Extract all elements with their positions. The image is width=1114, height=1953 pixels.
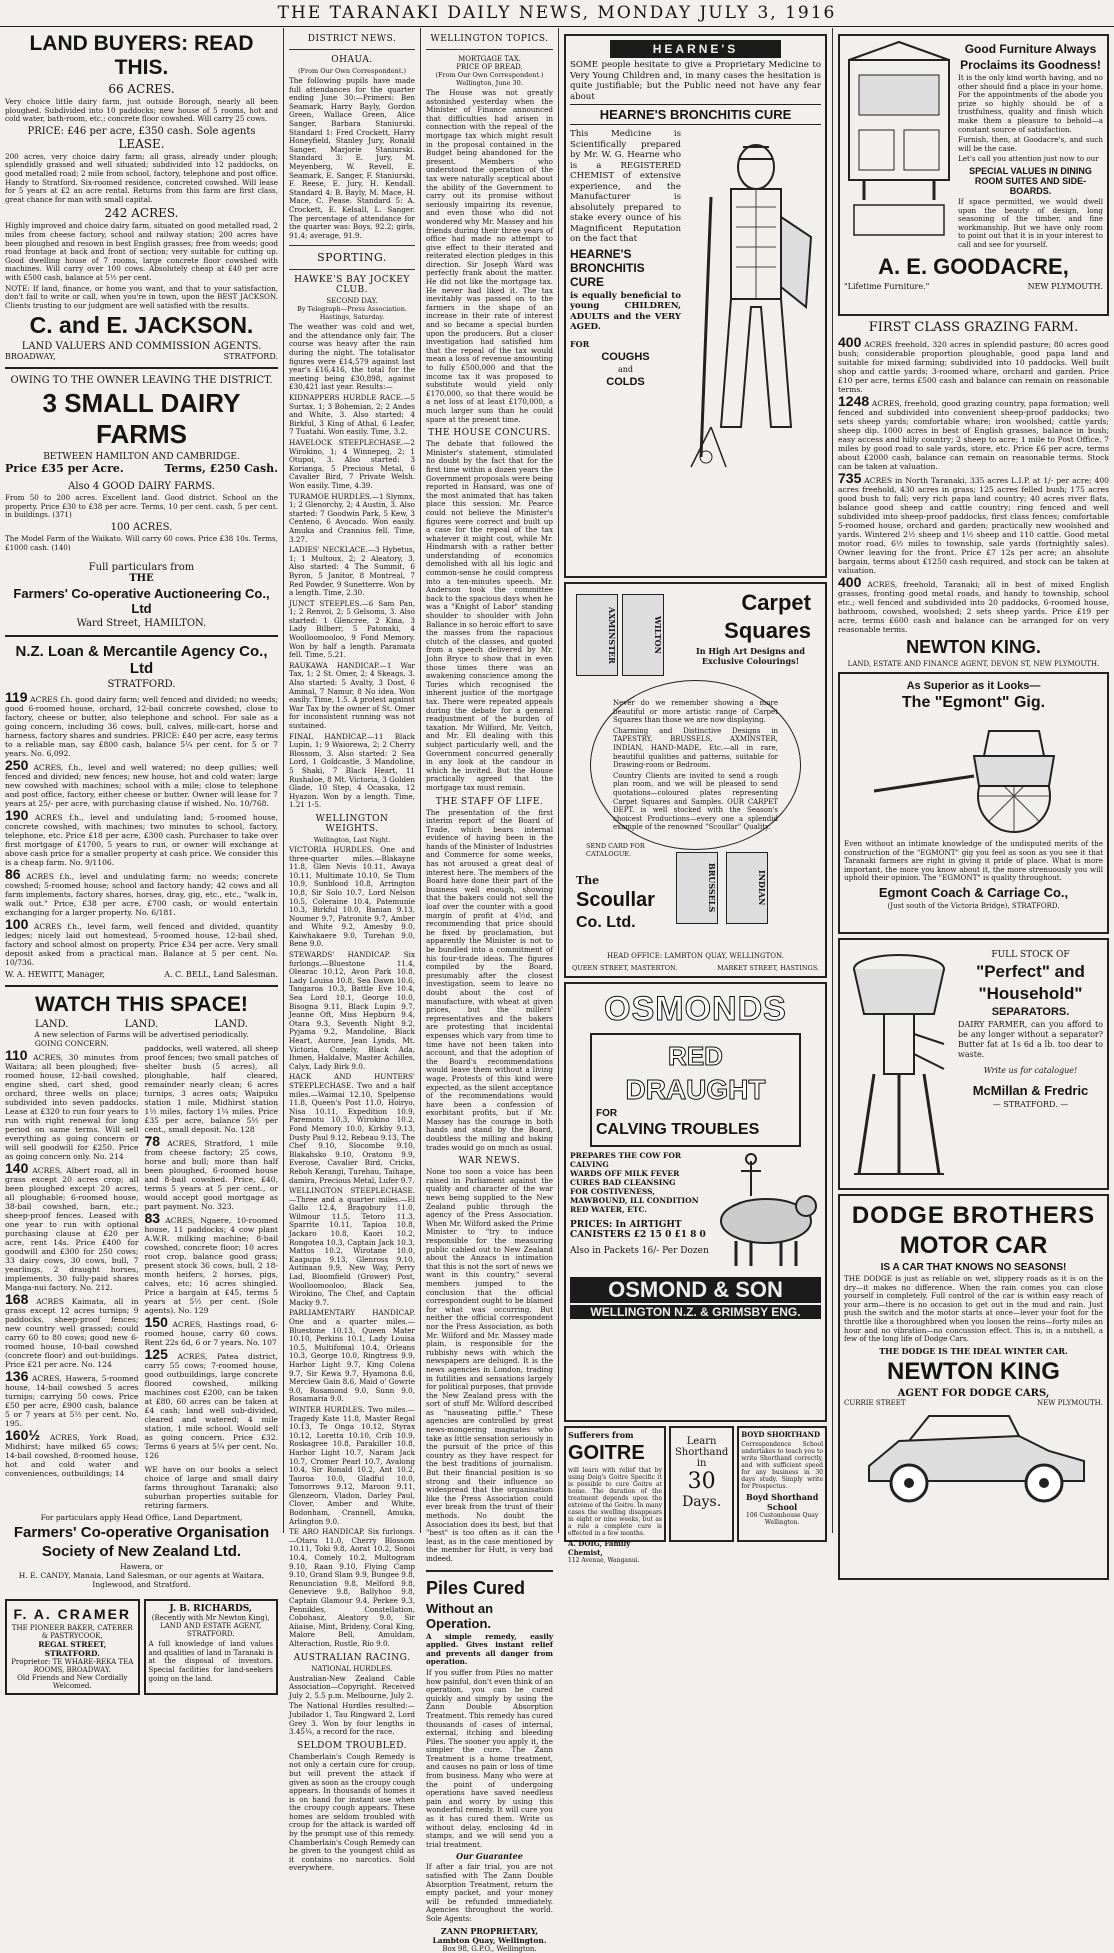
ad-headline: Proclaims its Goodness! bbox=[960, 58, 1101, 72]
article-heading: WELLINGTON WEIGHTS. bbox=[315, 813, 389, 834]
firm-name: C. and E. JACKSON. bbox=[29, 312, 254, 339]
column-medicine-carpet-ads bbox=[559, 28, 832, 1564]
lot-heading: 242 ACRES. bbox=[104, 206, 179, 221]
article-text: TURAMOE HURDLES.—1 Slymnx, 1; 2 Glenorchy, 2; 4 Austin, 3. Also started: 7 Goodwin Park, 5 Kew, 3 Centeno, 6 Avocado. Won easily. Amuka and Crannius fell. Time, 3.27. bbox=[289, 491, 415, 544]
carpet-circle bbox=[590, 680, 801, 850]
car-icon bbox=[849, 1411, 1099, 1506]
article-text: WELLINGTON STEEPLECHASE.—Three and a quarter miles.—El Gallo 12.4, Bragobury 11.0, Wilmour 11.5, Tetoro 11.3, Sparrite 10.11, Tapioa 10.8, Jackaro 10.8, Kaori 10.2, Rongotea 10.3, Captain Jack 10.3, Mattos 10.2, Wirotane 10.0, Kaapupa 9.13, Glenross 9.10, Autinaan 9.9, New Way, Perry Lad, Bloomfield (Grower) Post, Woolloomooloo, Black Sea, Wirokino, The Chef, and Captain Macky 9.7. bbox=[289, 1186, 415, 1307]
article-text: The following pupils have made full attendances for the quarter ending June 30:—Primers: Ben Seamark, Harry Bayly, Gordon Green, Wallace Green, Alice Sanger, Barbara Staniurski. Standard 1: Fred Crockett, Harry Honeyfield, Stanley Jury, Ronald Sanger, Marjorie Staniurski. Standard 3: E. Jury, M. Meyenberg, W. Revell, E. Seamark, E. Sanger, F. Staniurski, F. Reese, E. Jury, H. Kendall. Standard 4: B. Bayly, M. Mace, H. Mace, C. Pease. Standard 5: A. Crockett, E. Kelsall, L. Sanger. The percentage of attendance for the quarter was: Boys, 92.2; girls, 91.4; average, 91.9. bbox=[289, 76, 415, 240]
egmont-gig-ad bbox=[838, 672, 1109, 934]
firm-name: A. DOIG, Family Chemist, bbox=[568, 1539, 631, 1557]
lot-item: 160½ ACRES, York Road, Midhirst; have milked 65 cows; 14-bail cowshed, 8-roomed house, hot and cold water and conveniences, outbuildings; 14 bbox=[5, 1427, 139, 1479]
knight-icon bbox=[681, 127, 821, 487]
firm-name: NEWTON KING. bbox=[906, 637, 1041, 657]
place-heading: OHAUA. bbox=[331, 55, 373, 65]
ad-banner: HEARNE'S bbox=[610, 40, 781, 58]
goodacre-ad bbox=[838, 34, 1109, 316]
lot-item: 100 ACRES f.h., level farm, well fenced and divided, quantity ledges; nicely laid out homestead, 5-roomed house, 12-bail shed, factory and school almost on property. Price £34 per acre. Very small deposit asked from a practical man. Balance at 5 per cent. No. 10/736. bbox=[5, 916, 278, 968]
ad-copy bbox=[570, 127, 681, 491]
firm-address: 112 Avenue, Wanganui. bbox=[568, 1557, 640, 1564]
branch-right: MARKET STREET, HASTINGS. bbox=[717, 964, 819, 972]
separator-ad bbox=[838, 938, 1109, 1190]
lot-item: 83 ACRES, Ngaere, 10-roomed house, 11 paddocks; 4 cow plant A.W.R. milking machine; 8-bail cowshed, concrete floor; 10 acres root crop, balance good grass; present stock 36 cows, bull, 2 18-month heifers, 2 horses, pigs, calves, etc; 16 acres shingled. Price a bargain at £45, terms 5 years at 5½ per cent. (Sole agents). No. 129 bbox=[144, 1210, 278, 1316]
article-text: KIDNAPPERS HURDLE RACE.—5 Surtax, 1; 3 Bohemian, 2; 2 Andes and White, 3. Also started: 4 Birkful, 3 King of Athal, 6 Leafer, 7 Tuatahi. Won easily. Time, 3.2. bbox=[289, 393, 415, 437]
ad-text: THE DODGE is just as reliable on wet, slippery roads as it is on the dry—it makes no difference. When the rain comes you can close yourself in completely. Full control of the car is within easy reach of your arm—there is no occasion to get out in the mud and rain. Just push the switch and the motor starts at once—lever your foot for the throttle like a thoroughbred when you loosen the reins—forty miles an hour and no vibration—no concussion effect. This is, in a nutshell, a few of the long life of Dodge Cars. bbox=[844, 1274, 1103, 1344]
ad-text: (Recently with Mr Newton King), LAND AND ESTATE AGENT, STRATFORD. bbox=[151, 1614, 270, 1639]
ad-text: in bbox=[696, 1458, 707, 1469]
town: NEW PLYMOUTH. bbox=[1037, 1398, 1103, 1407]
section-heading: WELLINGTON TOPICS. bbox=[430, 34, 549, 44]
tagline-row bbox=[844, 282, 1103, 291]
lot-item: 1248 ACRES, freehold, good grazing country, papa formation; well fenced and subdivided into convenient sheep-proof paddocks; two sets sheep yards; comfortable whare; iron woolshed; cattle yards; sheep dip. 1000 acres in best of English grasses, balance in bush; easy access and hilly country; 2 sheep to acre; 1 mile to Post Office, 7 miles by good road to sale yards, store, etc. Price £6 per acre, terms about £2000 cash, balance can remain on reasonable terms. Stock can be taken at valuation. bbox=[838, 393, 1109, 471]
article-text: The debate that followed the Minister's statement, stimulated no doubt by the fact that for the first time within a dozen years the Government proposals were being reported in Hansard, was one of the most animated that has taken place this session. Mr. Pearce could not believe the Minister's figures were correct and built up a case for the repeal of the tax whatever it might cost, while Mr. Hindmarsh with a rather better understanding of economics demolished with all his logic and common-sense he could compress into a ten-minutes speech. Mr. Anderson took the committee back to the spacious days when he was a "Knight of Labor" standing shoulder to shoulder with John Ballance in so heroic effort to save the masses from the rapacious clutch of the classes, and quoted from a speech delivered by Mr. John Bryce to show that in even those times there was an awakening conscience among the Tories which recognised the inherent justice of the mortgage tax. There were repeated appeals during the debate for a general readjustment of the burden of taxation. Mr Wilford, Mr. Veitch, and Mr. Ell dealing with this subject particularly well, and the Government concurred generally in any look at the candour in which he invited. But the House practically agreed that the mortgage tax must remain. bbox=[426, 439, 553, 792]
ad-text: If space permitted, we would dwell upon the beauty of design, long seasoning of the timber, and fine workmanship. But we have only room to point out that it is in your interest to call and see for yourself. bbox=[958, 196, 1103, 249]
street: CURRIE STREET bbox=[844, 1398, 906, 1407]
ad-subheadline: In High Art Designs and Exclusive Colourings! bbox=[696, 646, 805, 666]
column-right-ads bbox=[833, 28, 1114, 1533]
firm-name: F. A. CRAMER bbox=[13, 1606, 132, 1623]
lot-heading: 100 ACRES. bbox=[110, 522, 173, 534]
lot-item: 125 ACRES, Patea district, carry 55 cows; 7-roomed house, good outbuildings, large concrete floored cowshed, milking machines cost £200, can be taken at £80, 60 acres can be taken at £4 cash; land well sub-divided, cleared and watered; 4 mile station, 1 mile school. Would sell as going concern. Price £32. Terms 6 years at 5¼ per cent. No. 126 bbox=[144, 1346, 278, 1461]
ad-text: Very choice little dairy farm, just outside Borough, nearly all been ploughed. Subdivided into 10 paddocks; new house of 5 rooms, hot and cold water, bath-room, etc.; concrete floor cowshed. Will carry 25 cows. bbox=[5, 97, 278, 124]
article-text: Chamberlain's Cough Remedy is not only a certain cure for croup, but will prevent the attack if given as soon as the croupy cough appears. In thousands of homes it is on hand for instant use when the croupy cough appears. These homes are seldom troubled with croup for the attack is warded off by the prompt use of this remedy. Chamberlain's Cough Remedy can be given to the youngest child as it contains no narcotics. Sold everywhere. bbox=[289, 1751, 415, 1873]
firm-name: Boyd Shorthand School bbox=[745, 1492, 819, 1512]
carpet-strip: BRUSSELS bbox=[676, 852, 718, 924]
article-heading: AUSTRALIAN RACING. bbox=[293, 1652, 411, 1663]
carpet-strip: INDIAN bbox=[726, 852, 768, 924]
firm-name: The bbox=[576, 874, 600, 887]
and-label: and bbox=[617, 364, 634, 374]
column-district-news bbox=[284, 28, 420, 1873]
goodacre-top bbox=[844, 40, 1103, 252]
branch-left: QUEEN STREET, MASTERTON. bbox=[572, 964, 678, 972]
lot-item: paddocks, well watered, all sheep proof fences; two small patches of shelter bush (5 acres), all ploughable, half cleared, remainder nearly clean; 6 acres turnips, 3 acres oats; Waipuku station 1 mile, Midhirst station 1½ miles, factory 1¼ miles. Price £35 per acre, balance 5½ per cent., small deposit. No. 128 bbox=[144, 1044, 278, 1135]
ad-headline: GOITRE bbox=[568, 1442, 645, 1464]
ad-kicker: OWING TO THE OWNER LEAVING THE DISTRICT. bbox=[10, 375, 273, 387]
ad-text: The Model Farm of the Waikato. Will carry 60 cows. Price £38 10s. Terms, £1000 cash. (140) bbox=[5, 534, 278, 552]
ad-text: Let's call you attention just now to our bbox=[958, 154, 1099, 164]
osmond-body bbox=[570, 1151, 821, 1271]
ad-headline: BOYD SHORTHAND bbox=[741, 1430, 821, 1439]
firm-address: (Just south of the Victoria Bridge), STRATFORD. bbox=[887, 901, 1060, 910]
firm-subtitle: LAND VALUERS AND COMMISSION AGENTS. bbox=[21, 341, 262, 353]
land-row bbox=[5, 1019, 278, 1030]
divider bbox=[5, 635, 278, 637]
boyd-ad bbox=[737, 1426, 827, 1542]
price-row bbox=[5, 462, 278, 475]
lot-item: WE have on our books a select choice of large and small dairy farms throughout Taranaki; also suburban properties suitable for retiring farmers. bbox=[144, 1465, 278, 1511]
bottom-ads bbox=[5, 1595, 278, 1699]
for-label: FOR bbox=[570, 338, 590, 349]
lot-item: 400 ACRES freehold, 320 acres in splendid pasture; 80 acres good bush; considerable proportion ploughable, good papa land and suitable for mixed farming; subdivided into 10 paddocks. Well built shop and cattle yards; 3-roomed whare, orchard and garden. Price £10 per acre, terms £500 cash and balance can remain on reasonable terms. bbox=[838, 334, 1109, 394]
ad-headline: The "Egmont" Gig. bbox=[901, 694, 1046, 711]
ad-text: THE bbox=[129, 573, 154, 585]
ad-headline: As Superior as it Looks— bbox=[906, 680, 1041, 692]
ad-text: Country Clients are invited to send a rough plan room, and we will be pleased to send quotations—coloured plates representing Carpet Squares and Samples. OUR CARPET DEPT. is well stocked with the Season's choicest Productions—every one a splendid example of the renowned "Scoullar" Quality. bbox=[613, 771, 778, 832]
section-heading: DISTRICT NEWS. bbox=[307, 34, 397, 44]
product-box bbox=[590, 1033, 801, 1147]
ad-text: Even without an intimate knowledge of the undisputed merits of the construction of the "EGMONT" gig you feel as soon as you see it that Taranaki farmers are right in giving it pride of place. What is more important, the more you know about it, the more strenuously you will uphold their opinion. The "EGMONT" is quality throughout. bbox=[844, 839, 1103, 883]
colds-label: COLDS bbox=[606, 375, 645, 388]
catalogue-note: SEND CARD FOR CATALOGUE. bbox=[586, 842, 645, 858]
byline: Wellington, Last Night. bbox=[313, 835, 391, 844]
ad-text: A simple remedy, easily applied. Gives instant relief and prevents all danger from operation. bbox=[426, 1631, 553, 1667]
ad-headline: Carpet bbox=[741, 590, 811, 615]
firm-name: Egmont Coach & Carriage Co., bbox=[878, 884, 1069, 900]
carpet-ad bbox=[564, 582, 827, 978]
article-text: The presentation of the first interim report of the Board of Trade, which bears internal evidence of having been in the hands of the Minister of Industries and Commerce for some weeks, has not aroused a great deal of interest here. The members of the Board have done their part of the business well enough, showing that the bakers could not sell the loaf over the counter with a good margin of profit at 4½d, and recommending that price should be fixed by proclamation, but apparently the Minister is not to be bundled into a commitment of his four-trade ideas. The figures compiled by the Board, presumably after the closest investigation, seem to leave no doubt about the cost of manufacture, with wheat at given prices, but the millers' representatives and the bakers are protesting that incidental expenses which vary from time to time have not been taken into account, and that the adoption of the Board's recommendations would leave them without a living wage. Protests of this kind were expected, as the silent acceptance of the recommendations would have been a confession of exorbitant profits, but if Mr. Massey has the courage in both hands and stand by the Board, doubtless the milling and baking trades would go on much as usual. bbox=[426, 807, 553, 1152]
divider bbox=[289, 269, 415, 270]
lot-item: 136 ACRES, Hawera, 5-roomed house, 14-bail cowshed 5 acres turnips; carrying 50 cows. Price £50 per acre, £900 cash, balance 5 or 7 years at 5½ per cent. No. 195. bbox=[5, 1368, 139, 1429]
ad-text: For particulars apply Head Office, Land Department, bbox=[40, 1513, 243, 1523]
ad-headline: WATCH THIS SPACE! bbox=[35, 993, 248, 1017]
coughs-label: COUGHS bbox=[601, 350, 650, 363]
town: NEW PLYMOUTH. bbox=[1027, 281, 1103, 291]
firm-address: LAND, ESTATE AND FINANCE AGENT, DEVON ST, NEW PLYMOUTH. bbox=[847, 660, 1100, 668]
lot-item: 86 ACRES f.h., level and undulating farm; no weeds; concrete cowshed; 5-roomed house; school and factory handy; 42 cows and all farm implements, factory shares, horses, dray, gig, etc., etc., "walk in, walk out." Price, £38 per acre, £700 cash, or would entertain exchanging for a larger property. No. 6/181. bbox=[5, 866, 278, 918]
ad-text: DAIRY FARMER, can you afford to be any longer without a separator? Butter fat at 1s 6d a lb. too dear to waste. bbox=[958, 1020, 1103, 1059]
nz-loan-ad bbox=[5, 643, 278, 979]
firm-name: Farmers' Co-operative Organisation bbox=[13, 1524, 270, 1542]
ad-text: THE DODGE IS THE IDEAL WINTER CAR. bbox=[879, 1345, 1068, 1356]
section-heading: SPORTING. bbox=[317, 251, 387, 265]
firm-address: 106 Customhouse Quay Wellington. bbox=[746, 1512, 819, 1526]
watch-space-ad bbox=[5, 993, 278, 1589]
lot-heading: 66 ACRES. bbox=[108, 82, 175, 96]
article-text: WINTER HURDLES. Two miles.—Tragedy Kate 11.8, Master Regal 10.13, Te Onga 10.12, Styrax 10.12, Loretta 10.10, Crib 10.9, Roskagree 10.8, Parakiller 10.8, Harbor Light 10.7, Naram Jack 10.7, Cromer Pearl 10.7, Avalong 10.4, Sir Ronald 10.2, Ant 10.2, Tauroa 10.0, Gladful 10.0, Tomorrows 9.12, Maroon 9.11, Glenzeorn, Vladon, Darley Paul, Clover, Amber and White, Bodonham, Crannell, Amuka, Arlington 9.0. bbox=[289, 1404, 415, 1526]
article-text: HACK AND HUNTERS' STEEPLECHASE. Two and a half miles.—Waimai 12.10, Spelpenso 11.8, Queen's Post 11.0, Hoiryo, Nisa 10.11, Expedition 10.9, Paremotu 10.3, Wirokino 10.2, Fond Memory 10.0, Kirkby 9.13, Dusty Paul 9.12, Rebeau 9.13, The Chef 9.10, Slocombe 9.10, Blakahsko 9.10, Oratonu 9.9, Everose, Cavalier Bird, Cricks, Reboh Kerangi, Turehau, Taihape, damira, Precious Metal, Lufer 9.7. bbox=[289, 1072, 415, 1185]
land-label: LAND. bbox=[35, 1019, 69, 1031]
article-text: The weather was cold and wet, and the attendance only fair. The course was heavy after the rain during the night. The totalisator figures were £14,579 against last year's £16,416, the total for the meeting being £30,898, against £30,421 last year. Results:— bbox=[289, 322, 415, 392]
goodacre-copy bbox=[954, 40, 1103, 252]
ad-headline: "Household" bbox=[978, 984, 1083, 1003]
ad-text: NOTE: If land, finance, or home you want, and that to your satisfaction, don't fail to write or call, when you're in town, upon the BEST JACKSON. Clients trusting to our judgment are well satisfied with the results. bbox=[5, 283, 278, 310]
article-text: RAUKAWA HANDICAP.—1 War Tax, 1; 2 St. Omer, 2; 4 Skeags, 3. Also started: 5 Avalty, 3 Dost, 6 Aminal, 7 Namur, 8 No idea. Won easily. Time, 1.5. A protest against War Tax by the owner of St. Omer for inconsistent running was not sustained. bbox=[289, 660, 415, 730]
firm-name: ZANN PROPRIETARY, bbox=[440, 1925, 539, 1936]
firm-name: A. E. GOODACRE, bbox=[878, 253, 1069, 279]
article-heading: THE HOUSE CONCURS. bbox=[428, 428, 551, 439]
ad-headline: 3 SMALL DAIRY FARMS bbox=[42, 388, 241, 450]
ad-text: SOME people hesitate to give a Proprietary Medicine to Very Young Children and, in many cases the hesitation is quite justifiable; but the Public need not have any fear about bbox=[570, 60, 821, 102]
ad-text: From 50 to 200 acres. Excellent land. Good district. School on the property. Price £30 to £38 per acre. Terms, 10 per cent. cash, 5 per cent. in buildings. (371) bbox=[5, 493, 278, 520]
lot-item: 400 ACRES, freehold, Taranaki; all in best of mixed English grasses, fronting good metal roads, and handy to township, school etc.; well fenced and subdivided into 20 paddocks, 6-roomed house, bathroom, cowshed, woolshed; 2 sets sheep yards. Price £19 per acre, terms £600 cash and balance can be arranged for on very reasonable terms. bbox=[838, 574, 1109, 634]
article-subheading: SECOND DAY. bbox=[326, 297, 378, 306]
agent-label: AGENT FOR DODGE CARS, bbox=[897, 1387, 1050, 1399]
ad-text: THE PIONEER BAKER, CATERER & PASTRYCOOK, bbox=[11, 1624, 133, 1641]
ad-kicker: Sufferers from bbox=[568, 1430, 634, 1440]
signature-row bbox=[5, 970, 278, 979]
firm-name: Society of New Zealand Ltd. bbox=[41, 1543, 242, 1561]
ad-text: Days. bbox=[682, 1494, 722, 1510]
lot-item: 119 ACRES f.h. good dairy farm; well fenced and divided; no weeds; good 6-roomed house, orchard, 12-bail concrete cowshed, close to factory, cheese or butter, also telephone and school. For sale as a going concern, including 36 cows, bull, calves, milk-cart, horse and harness, factory shares and sundries. PRICE: £40 per acre, easy terms to a reliable man, say £800 cash, balance 5¼ per cent. for 5 or 7 years. No. 6,092. bbox=[5, 689, 279, 759]
column-wellington-topics bbox=[421, 28, 558, 1953]
lot-heading: Also 4 GOOD DAIRY FARMS. bbox=[68, 481, 215, 493]
lot-list bbox=[5, 689, 279, 968]
ad-headline: Piles Cured bbox=[426, 1577, 526, 1598]
land-label: LAND. bbox=[214, 1019, 248, 1031]
divider bbox=[289, 49, 415, 50]
firm-town: — STRATFORD. — bbox=[992, 1100, 1069, 1109]
ad-text: is equally beneficial to young CHILDREN, ADULTS and the VERY AGED. bbox=[570, 290, 681, 332]
price: PRICE: £46 per acre, £350 cash. Sole agents bbox=[27, 125, 256, 137]
ad-headline: OSMONDS bbox=[604, 990, 787, 1028]
firm-name: McMillan & Fredric bbox=[972, 1083, 1089, 1098]
article-heading: SELDOM TROUBLED. bbox=[296, 1740, 408, 1751]
special-values: SPECIAL VALUES IN DINING ROOM SUITES AND SIDE-BOARDS. bbox=[969, 165, 1092, 196]
product-for: FOR bbox=[596, 1108, 618, 1119]
article-subheading: MORTGAGE TAX. bbox=[458, 55, 521, 63]
masthead: THE TARANAKI DAILY NEWS, MONDAY JULY 3, 1916 bbox=[0, 0, 1114, 27]
branch-row bbox=[572, 964, 819, 972]
ad-headline: HEARNE'S BRONCHITIS CURE bbox=[570, 104, 821, 125]
land-label: LAND. bbox=[124, 1019, 159, 1031]
ad-headline: SEPARATORS. bbox=[991, 1006, 1070, 1018]
lot-item: 190 ACRES f.h., level and undulating land; 5-roomed house, concrete cowshed, with machines; two minutes to school, factory, telephone, etc. Price £18 per acre, £300 cash. Purchaser to take over first mortgage of £1700, 5 years to run, or owner will exchange at above cash price for a smaller property at cash price. We consider this is a cheap farm. No. 9/1106. bbox=[5, 807, 278, 868]
byline: (From Our Own Correspondent.) bbox=[297, 67, 407, 75]
osmond-ad bbox=[564, 982, 827, 1422]
column-land-ads bbox=[0, 28, 283, 1691]
ad-text: Learn bbox=[686, 1436, 717, 1447]
ad-headline: N.Z. Loan & Mercantile Agency Co., Ltd bbox=[15, 643, 268, 678]
article-text: LADIES' NECKLACE.—3 Hybetus, 1; 1 Multoux, 2; 2 Aleatory, 3. Also started: 4 The Summit, 6 Byron, 5 Janitor, 8 Montreal, 7 Red Powder, 9 Sunetterre. Won by a length. Time, 2.30. bbox=[289, 545, 415, 598]
jackson-ad bbox=[5, 32, 278, 361]
ad-text: Furnish, then, at Goodacre's, and such will be the case. bbox=[958, 135, 1103, 153]
separator-icon bbox=[844, 944, 954, 1184]
ad-text: WARDS OFF MILK FEVER CURES BAD CLEANSING bbox=[570, 1169, 680, 1187]
dodge-ad bbox=[838, 1194, 1109, 1580]
article-subheading: NATIONAL HURDLES. bbox=[311, 1664, 393, 1673]
carpet-strip: AXMINSTER bbox=[576, 594, 618, 676]
article-subheading: PRICE OF BREAD. bbox=[456, 63, 523, 71]
piles-ad bbox=[426, 1578, 553, 1953]
article-text: HAVELOCK STEEPLECHASE.—2 Wirokino, 1; 4 Winnepeg, 2; 1 Otupoi, 3. Also started: 3 Korianga, 5 Precious Metal, 6 Cavalier Bird, 7 Private Welsh. Won easily. Time, 4.39. bbox=[289, 438, 415, 490]
firm-address: Ward Street, HAMILTON. bbox=[76, 618, 207, 630]
firm-town: Hawera, or bbox=[120, 1562, 163, 1572]
article-heading: THE STAFF OF LIFE. bbox=[435, 796, 544, 807]
address-left: BROADWAY, bbox=[5, 352, 56, 362]
product-name: DRAUGHT bbox=[625, 1074, 766, 1105]
byline: By Telegraph—Press Association. Hastings, Saturday. bbox=[297, 305, 407, 322]
gig-icon bbox=[864, 716, 1084, 836]
ad-text: Proprietor: TE WHARE-REKA TEA ROOMS, BROADWAY. bbox=[11, 1658, 134, 1675]
divider bbox=[5, 985, 278, 987]
ad-subheadline: IS A CAR THAT KNOWS NO SEASONS! bbox=[880, 1262, 1067, 1273]
divider bbox=[426, 1570, 553, 1572]
ad-headline: DODGE BROTHERS bbox=[851, 1202, 1096, 1229]
firm-name: Farmers' Co-operative Auctioneering Co., Ltd bbox=[13, 586, 270, 617]
ad-text: Highly improved and choice dairy farm, situated on good metalled road, 2 miles from cheese factory, school and railway station; 200 acres have been ploughed and resown in best English grasses; free from weeds; good road frontage at back and front of section; very suitable for cutting up. Good dwelling house of 7 rooms, large concrete floor cowshed with machines. Will carry over 100 cows. Absolutely cheap at £40 per acre with £500 cash, balance at 5½ per cent. bbox=[5, 221, 278, 282]
ad-text: This Medicine is Scientifically prepared by Mr. W. G. Hearne who is a REGISTERED CHEMIST of extensive experience, and the Manufacturer is absolutely prepared to stake every ounce of his Magnificent Reputation on the fact that bbox=[570, 129, 681, 244]
firm-name: OSMOND & SON bbox=[570, 1277, 821, 1303]
divider bbox=[426, 49, 553, 50]
ad-headline: Good Furniture Always bbox=[964, 42, 1097, 56]
separator-copy bbox=[954, 944, 1103, 1184]
product-name: HEARNE'S BRONCHITIS CURE bbox=[570, 246, 645, 289]
price-right: Terms, £250 Cash. bbox=[164, 462, 278, 476]
article-heading: WAR NEWS. bbox=[458, 1156, 521, 1167]
article-text: The House was not greatly astonished yesterday when the Minister of Finance announced that difficulties had arisen in connection with the repeal of the mortgage tax which might result in the proposal contained in the Budget being abandoned for the present. Members who understood the operation of the tax were naturally sceptical about the ability of the Government to carry out its promise without seriously impairing its revenue, and even those who did not wondered why Mr. Massey and his friends during their three years of office had made no attempt to give effect to their iterated and reiterated election pledges in this direction. Sir Joseph Ward was perfectly frank about the matter. He did not like the mortgage tax. He never had liked it. The tax inevitably was passed on to the farmers in the shape of an increase in their rate of interest and so became a special burden upon the producers. But a closer investigation had satisfied him that the repeal of the tax would mean a loss of revenue amounting to fully £500,000 and that the income tax it was proposed to substitute would yield only £170,000, so that there would be a net loss of at least £170,000, a much larger sum than he could spare at the present time. bbox=[426, 88, 553, 424]
packet-price: Also in Packets 16/- Per Dozen bbox=[570, 1246, 709, 1256]
article-text: JUNCT STEEPLES.—6 Sam Pan, 1; 2 Renvoi, 2; 5 Gelsoms, 3. Also started: 1 Glencree, 2 Kina, 3 Lady Bilberr, 5 Patonaki, 4 Woolloomooloo, 9 Fond Memory. Won by half a length. Paramata fell. Time, 5.21. bbox=[289, 598, 415, 660]
address-right: STRATFORD. bbox=[223, 352, 278, 362]
firm-name: NEWTON KING bbox=[887, 1357, 1060, 1385]
byline: (From Our Own Correspondent.) Wellington, June 30. bbox=[435, 71, 544, 87]
ad-text: Old Friends and New Cordially Welcomed. bbox=[17, 1674, 128, 1691]
hearne-ad bbox=[564, 34, 827, 578]
lot-item: 78 ACRES, Stratford, 1 mile from cheese factory; 25 cows, horse and bull; more than half been ploughed, 6-roomed house and 8-bail cowshed. Price, £40, terms 5 years at 5 per cent., or would accept good mortgage as part payment. No. 323. bbox=[144, 1133, 278, 1212]
ad-text: REGAL STREET, STRATFORD. bbox=[38, 1640, 107, 1659]
furniture-icon bbox=[844, 40, 954, 240]
osmond-copy bbox=[570, 1151, 711, 1271]
cramer-ad bbox=[5, 1599, 140, 1695]
address-row bbox=[844, 1399, 1103, 1407]
article-text: Australian-New Zealand Cable Association—Copyright. Received July 2, 5.5 p.m. Melbourne, July 2. bbox=[289, 1673, 415, 1700]
manager: W. A. HEWITT, Manager, bbox=[5, 970, 105, 980]
firm-name: Scoullar bbox=[576, 889, 655, 911]
firm-box: Box 98, G.P.O., Wellington. bbox=[442, 1944, 537, 1953]
ad-text: It is the only kind worth having, and no other should find a place in your home. For the appointments of the abode you prize so highly should be of a trustfulness, quality and finish which make them a pleasure to behold—a constant source of satisfaction. bbox=[958, 73, 1103, 134]
ad-subtitle: A new selection of Farms will be advertised periodically. bbox=[34, 1030, 249, 1040]
article-text: FINAL HANDICAP.—11 Black Lupin, 1; 9 Waiorewa, 2; 2 Cherry Blossom, 3. Also started: 2 Sea Lord, 1 Goldcastle, 3 Mandoline, 5 Shaki, 7 Black Heart, 11 Rushaloe, 8 Mt. Victoria, 3 Golden Glade, 10 Step, 4 Ocasaka, 12 Hyazon. Won by a length. Time, 1.21 1-5. bbox=[289, 731, 415, 810]
ad-text: A full knowledge of land values and qualities of land in Taranaki is at the disposal of investors. Special facilities for land-seekers going on the land. bbox=[148, 1640, 273, 1683]
ad-headline: Squares bbox=[724, 618, 811, 643]
ad-body bbox=[570, 127, 821, 491]
bottom-small-ads bbox=[564, 1426, 827, 1564]
lot-item: 735 ACRES in North Taranaki, 335 acres L.I.P. at 1/- per acre; 400 acres freehold, 430 acres in grass; 125 acres felled bush; 175 acres good bush to fall; very rich papa land country; 40 acres river flats, balance good sheep and cattle country; ring fenced and well subdivided into sheep-proof paddocks, first class fences; comfortable 5-roomed house, orchard and garden; practically new woolshed and yards. Wintered 2½ sheep and 1½ sheep and 110 cattle. Good metal motor road, 6½ miles to township, sale yards (fortnightly sales). Owner leaving for the front. Price £7 12s per acre; an absolute bargain, terms about £1250 cash required, and stock can be taken at valuation. bbox=[838, 470, 1109, 575]
listing-right bbox=[145, 1039, 279, 1513]
price: PRICES: In AIRTIGHT CANISTERS £2 15 0 £1 8 0 bbox=[570, 1220, 706, 1240]
richards-ad bbox=[144, 1599, 279, 1695]
newton-king-land-ad bbox=[838, 320, 1109, 668]
ad-text: Full particulars from bbox=[88, 562, 195, 574]
firm-address: Lambton Quay, Wellington. bbox=[432, 1935, 547, 1945]
ad-text: If you suffer from Piles no matter how painful, don't even think of an operation, you can be cured quickly and simply by using the Zann Double Absorption Treatment. This remedy has cured thousands of cases of internal, external, itching and bleeding Piles. The sooner you apply it, the simpler the cure. The Zann Treatment is a home treatment, and causes no pain or loss of time from business. Many who were at the point of undergoing operations have saved needless pain and worry by using this wonderful remedy. It will cure you as it has cured them. Write us without delay, enclosing 4d in stamps, and we will send you a trial treatment. bbox=[426, 1667, 553, 1849]
ad-text: PREPARES THE COW FOR CALVING bbox=[570, 1151, 682, 1169]
lot-heading: LEASE. bbox=[118, 136, 165, 151]
lot-item: 140 ACRES, Albert road, all in grass except 20 acres crop; all been ploughed except 20 acres, all ploughable; 6-roomed house, 38-bail cowshed, barn, etc.; sheep-proof fences. Leased with one year to run with optional purchasing clause at £20 per acre, rent 14s. Price £400 for goodwill and £300 for 250 cows; 33 dairy cows, 30 cows, bull, 7 yearlings, 2 draught horses, implements, 30 fully-paid shares Manga-nui factory. No. 212. bbox=[5, 1160, 139, 1293]
ad-text: FOR COSTIVENESS, MAWBOUND, ILL CONDITION bbox=[570, 1187, 699, 1205]
address-row bbox=[5, 352, 278, 361]
ad-text: If after a fair trial, you are not satisfied with The Zann Double Absorption Treatment, return the empty packet, and your money will be refunded immediately. Agencies throughout the world. Sole Agents: bbox=[426, 1862, 553, 1923]
ad-text: RED WATER, ETC. bbox=[570, 1205, 647, 1214]
article-text: None too soon a voice has been raised in Parliament against the quality and character of the war news being supplied to the New Zealand public through the agency of the Press Association. When Mr. Wilford asked the Prime Minister to "try to induce responsible for the measuring public cabled out to New Zealand about the Anzacs in intimation that this is not the sort of news we want in this country," several members jumped to the conclusion that the official correspondent ought to be blamed for what was occurring. But neither the official correspondent nor the Press Association, as both Mr. Wilford and Mr. Massey made plain, is responsible for the rubbishy news with which the newspapers are deluged. It is the news agencies in London, trading in futilities and sensations largely for political purposes, that provide the New Zealand press with the sort of stuff Mr. Wilford described as "nauseating piffle." These agencies are controlled by great news-mongering magnates who take as little sensation seriously in the pursuit of the price of this country as they have respect for the best traditions of journalism. But their financial position is so strong and their influence so widespread that the organisation like the Press Association could ever break from the trust of their methods. No doubt the Association does its best, but that "best" is too often as it can the least, as in the case mentioned by the member for Hutt, is very bad indeed. bbox=[426, 1167, 553, 1563]
ad-text: will learn with relief that by using Doig's Goitre Specific it is possible to cure Goitre at home. The duration of the treatment depends upon the extreme of the Goitre. In many cases the swelling disappears in eight or nine weeks, but as a rule a complete cure is effected in a few months. bbox=[568, 1467, 663, 1537]
listing-heading: GOING CONCERN. bbox=[34, 1039, 109, 1049]
divider bbox=[289, 245, 415, 246]
firm-name: Co. Ltd. bbox=[576, 914, 636, 931]
firm-agents: H. E. CANDY, Manaia, Land Salesman, or our agents at Waitara, Inglewood, and Stratford. bbox=[18, 1571, 265, 1590]
ad-headline: "Perfect" and bbox=[976, 962, 1085, 981]
article-text: TE ARO HANDICAP. Six furlongs.—Otaru 11.0, Cherry Blossom 10.11, Toki 9.8, Aorat 10.2, Sonoi 10.4, Comely 10.2, Multogram 9.10, Raan 9.10, Flying Camp 9.10, Grand Slam 9.9, Bungee 9.8, Renunciation 9.8, Melford 9.8, Genevieve 9.8, Ballyhoo 9.8, Captain Glamour 9.4, Perkee 9.3, Pennikles, Constellation, Cobohasz, Aleatory 9.0, Sir Aiiaise, Mint, Brideny, Coral King, Malore Bell, Amuldam, Alteraction, Rustle, Rio 9.0. bbox=[289, 1527, 415, 1648]
head-office: HEAD OFFICE: LAMBTON QUAY, WELLINGTON. bbox=[607, 952, 784, 960]
ad-text: Shorthand bbox=[674, 1447, 729, 1458]
article-heading: HAWKE'S BAY JOCKEY CLUB. bbox=[294, 275, 410, 296]
ad-text: 200 acres, very choice dairy farm; all grass, already under plough; splendidly grassed and well situated; subdivided into 12 paddocks, on good metalled road; 2 mile from school, factory, telephone and post office. Handy to Stratford. Six-roomed residence, concreted cowshed. Will lease for 5 years at £2 an acre rental. Returns from this farm are first class, great chance for man with small capital. bbox=[5, 151, 278, 204]
ad-text: Correspondence School undertakes to teach you to write Shorthand correctly, and with sufficient speed for any business in 30 days study. Simply write for Prospectus. bbox=[741, 1441, 823, 1490]
goitre-ad bbox=[564, 1426, 666, 1564]
learn-shorthand-ad bbox=[669, 1426, 734, 1542]
lot-item: 250 ACRES, f.h., level and well watered; no deep gullies; well fenced and divided; new fences; new house, hot and cold water; large new cowshed with machines; school with a mile; close to telephone and post office, factory, either cheese or butter. Owner will lease for 7 years at 25/- per acre, with purchasing clause if wished. No. 10/768. bbox=[5, 757, 278, 809]
guarantee-heading: Our Guarantee bbox=[456, 1851, 523, 1862]
hamilton-farms-ad bbox=[5, 375, 278, 629]
ad-headline: FIRST CLASS GRAZING FARM. bbox=[868, 320, 1079, 335]
firm-name: J. B. RICHARDS, bbox=[169, 1604, 253, 1615]
lot-item: 168 ACRES Kaimata, all in grass except 12 acres turnips; 9 paddocks, sheep-proof fences; new country well grassed; could carry 60 to 80 cows; good new 6-roomed house, 10-bail cowshed (concrete floor) and out-buildings. Price £21 per acre. No. 124 bbox=[5, 1291, 139, 1370]
knight-illustration bbox=[681, 127, 821, 491]
ad-text: Never do we remember showing a more beautiful or more artistic range of Carpet Squares than those we are now displaying. bbox=[613, 699, 778, 725]
firm-address: WELLINGTON N.Z. & GRIMSBY ENG. bbox=[570, 1305, 821, 1319]
ad-subheadline: Without an Operation. bbox=[426, 1600, 494, 1631]
ad-headline: MOTOR CAR bbox=[899, 1232, 1048, 1259]
listing-left bbox=[5, 1039, 139, 1513]
product-use: CALVING TROUBLES bbox=[596, 1121, 760, 1138]
ad-headline: LAND BUYERS: READ THIS. bbox=[29, 32, 254, 79]
tagline: "Lifetime Furniture." bbox=[844, 281, 930, 291]
divider bbox=[5, 367, 278, 369]
salesman: A. C. BELL, Land Salesman. bbox=[164, 970, 278, 980]
article-text: STEWARDS' HANDICAP. Six furlongs.—Bluestone 11.4, Olearac 10.12, Avon Park 10.8, Lady Louisa 10.8, Sea Dawn 10.6, Tangaroa 10.3, Battle Eve 10.4, Sea Lord 10.1, George 10.0, Bisogna 9.11, Black Lupin 9.7, Jeanne Oft, Miss Hepburn 9.4, Otara 9.3, Seventh Night 9.2, Pyjama 9.2, Mandoline, Black Heart, Aurore, Jean Lynds, Mt. Victoria, Comely, Black Ada, Ihmen, Haldalve, Master Achilles, Calyx, Lady Birk 9.0. bbox=[289, 950, 415, 1071]
ad-town: STRATFORD. bbox=[107, 679, 176, 691]
article-text: The National Hurdles resulted:—Jubilador 1, Tau Ringward 2, Lord Grey 3. Won by four lengths in 3.45¼, a record for the race. bbox=[289, 1701, 415, 1737]
carpet-strip: WILTON bbox=[622, 594, 664, 676]
cow-icon bbox=[711, 1151, 821, 1271]
two-column-listing bbox=[5, 1039, 278, 1513]
lot-item: 150 ACRES, Hastings road, 6-roomed house, carry 60 cows. Rent 22s 6d, 6 or 7 years. No. 107 bbox=[144, 1314, 278, 1348]
article-text: PARLIAMENTARY HANDICAP. One and a quarter miles.—Bluestone 10.13, Queen Mater 10.10, Perkins 10.1, Lady Louisa 10.5, Multifomal 10.4, Orleans 10.3, George 10.0, Ringtress 9.9, Harbor Light 9.7, King Colena 9.7, Sir Kewa 9.7, Hyamona 8.6, Merciew Gain 8.6, Maid o' Gowrie 9.0, Rosamond 9.0, Sunn 9.0, Rosamaria 9.0. bbox=[289, 1308, 415, 1404]
ad-subtitle: BETWEEN HAMILTON AND CAMBRIDGE. bbox=[43, 452, 240, 463]
lot-item: 110 ACRES, 30 minutes from Waitara; all been ploughed; five-roomed house, 12-bail cowshed, engine shed, cart shed, good orchard, three wells on place; subdivided into seven paddocks. Lease at £320 to run four years to run with right renewal for long period on same terms. Will sell everything as going concern or will sell goodwill for £250. Price as going concern only. No. 214 bbox=[5, 1047, 139, 1162]
days-number: 30 bbox=[687, 1469, 716, 1494]
ad-text: Charming and Distinctive Designs in TAPESTRY, BRUSSELS, AXMINSTER, INDIAN, HAND-MADE, Etc.—all in rare, beautiful qualities and patterns, suitable for Drawing-room or Bedroom. bbox=[613, 726, 778, 770]
article-text: VICTORIA HURDLES. One and three-quarter miles.—Blakayne 11.8, Glen Nevis 10.11, Awaya 10.11, Multimate 10.10, Se Tlum 10.9, Sunblood 10.8, Arrington 10.8, Sir Solo 10.7, Lord Nelson 10.5, Coleraine 10.4, Patemunie 10.3, Birkful 10.0, Banian 9.13, Noumer 9.7, Patronite 9.7, Amber and White 9.2, Amesby 9.0, Kaiwhakaere 9.0, Turehan 9.0, Bene 9.0. bbox=[289, 844, 415, 949]
price-left: Price £35 per Acre. bbox=[5, 462, 124, 476]
scoullar-logo bbox=[576, 874, 655, 934]
ad-kicker: FULL STOCK OF bbox=[991, 950, 1070, 960]
product-name: RED bbox=[668, 1041, 723, 1071]
catalogue-note: Write us for catalogue! bbox=[983, 1066, 1078, 1075]
